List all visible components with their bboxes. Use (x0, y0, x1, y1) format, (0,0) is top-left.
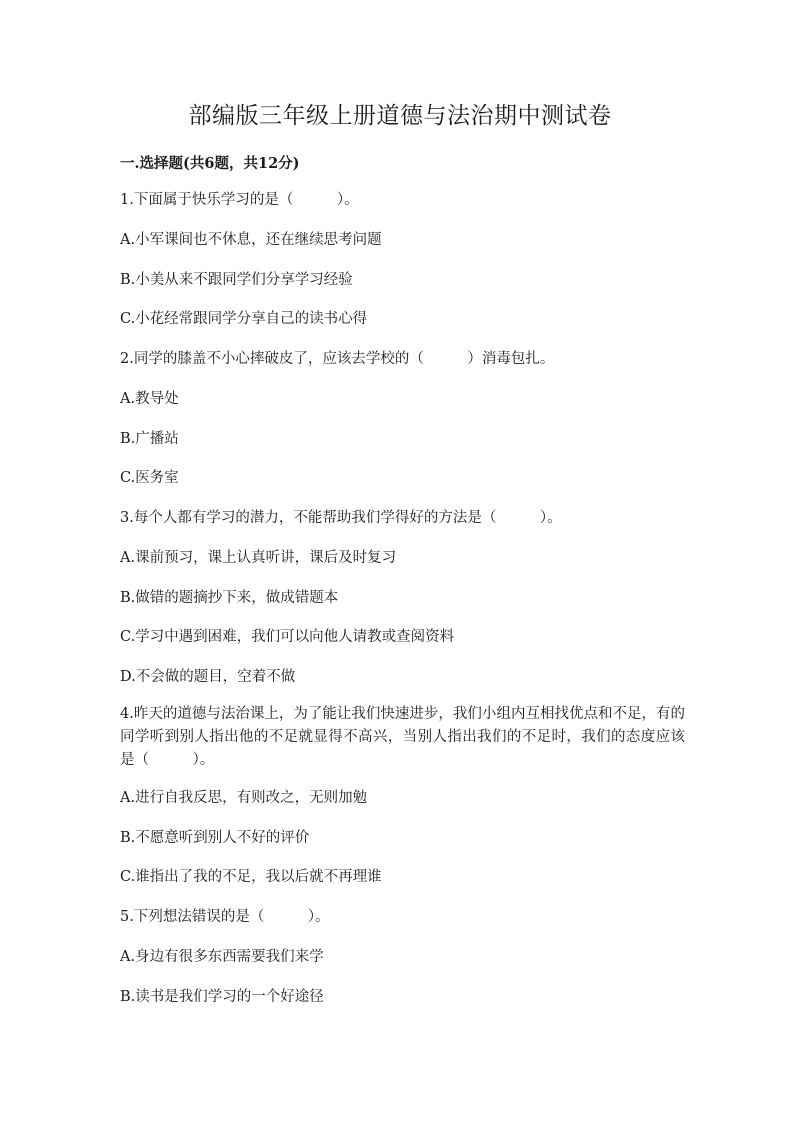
question-4-option-a: A.进行自我反思，有则改之，无则加勉 (120, 790, 368, 806)
question-5-option-b: B.读书是我们学习的一个好途径 (120, 989, 324, 1005)
question-1-stem: 1.下面属于快乐学习的是（ ）。 (120, 192, 359, 208)
question-1-option-c: C.小花经常跟同学分享自己的读书心得 (120, 311, 368, 327)
question-5-stem: 5.下列想法错误的是（ ）。 (120, 909, 330, 925)
question-3-option-b: B.做错的题摘抄下来，做成错题本 (120, 590, 339, 606)
question-1-option-a: A.小军课间也不休息，还在继续思考问题 (120, 232, 382, 248)
question-5-option-a: A.身边有很多东西需要我们来学 (120, 949, 324, 965)
question-3-option-d: D.不会做的题目，空着不做 (120, 669, 296, 685)
question-2-stem: 2.同学的膝盖不小心摔破皮了，应该去学校的（ ）消毒包扎。 (120, 351, 555, 367)
exam-title: 部编版三年级上册道德与法治期中测试卷 (188, 103, 612, 129)
question-2-option-c: C.医务室 (120, 470, 179, 486)
question-3-option-a: A.课前预习，课上认真听讲，课后及时复习 (120, 550, 397, 566)
question-3-stem: 3.每个人都有学习的潜力，不能帮助我们学得好的方法是（ ）。 (120, 510, 562, 526)
question-1-option-b: B.小美从来不跟同学们分享学习经验 (120, 272, 353, 288)
question-4-stem: 4.昨天的道德与法治课上，为了能让我们快速进步，我们小组内互相找优点和不足，有的同学听到别人指出他的不足就显得不高兴，当别人指出我们的不足时，我们的态度应该是（ ）。 (120, 706, 685, 768)
question-2-option-a: A.教导处 (120, 391, 179, 407)
section-heading: 一.选择题(共6题，共12分) (120, 155, 300, 172)
question-4-option-c: C.谁指出了我的不足，我以后就不再理谁 (120, 869, 382, 885)
question-3-option-c: C.学习中遇到困难，我们可以向他人请教或查阅资料 (120, 629, 455, 645)
question-4-option-b: B.不愿意听到别人不好的评价 (120, 830, 310, 846)
question-2-option-b: B.广播站 (120, 431, 179, 447)
